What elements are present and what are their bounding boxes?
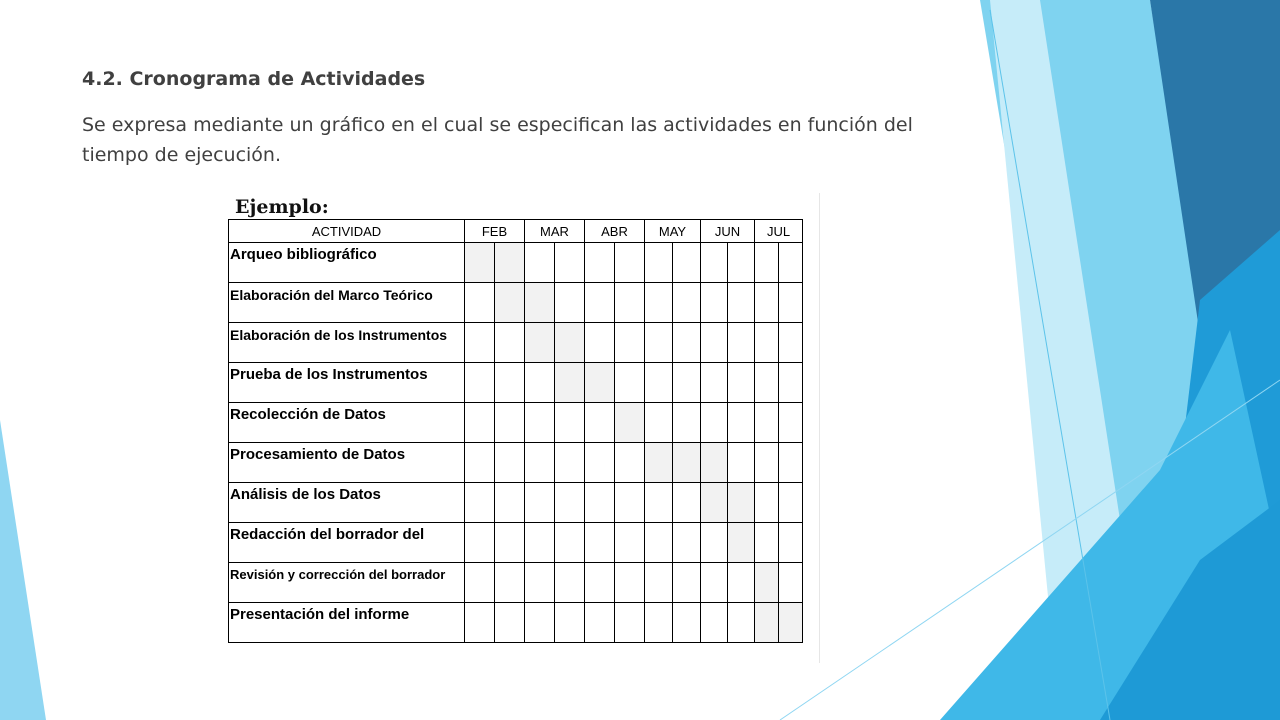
schedule-cell bbox=[755, 363, 779, 403]
schedule-cell bbox=[615, 283, 645, 323]
activity-cell: Revisión y corrección del borrador bbox=[229, 563, 465, 603]
schedule-cell bbox=[495, 603, 525, 643]
activity-cell: Redacción del borrador del bbox=[229, 523, 465, 563]
schedule-cell bbox=[525, 323, 555, 363]
table-row bbox=[229, 243, 803, 283]
table-row bbox=[229, 603, 803, 643]
schedule-cell bbox=[779, 323, 803, 363]
schedule-cell bbox=[645, 403, 673, 443]
schedule-cell bbox=[673, 523, 701, 563]
schedule-cell bbox=[525, 243, 555, 283]
schedule-cell bbox=[673, 403, 701, 443]
schedule-cell bbox=[555, 403, 585, 443]
schedule-cell bbox=[525, 363, 555, 403]
schedule-cell bbox=[779, 283, 803, 323]
schedule-cell bbox=[755, 403, 779, 443]
schedule-cell bbox=[555, 483, 585, 523]
schedule-cell bbox=[525, 443, 555, 483]
activity-cell: Presentación del informe bbox=[229, 603, 465, 643]
schedule-cell bbox=[495, 403, 525, 443]
schedule-cell bbox=[645, 483, 673, 523]
schedule-cell bbox=[673, 443, 701, 483]
schedule-cell bbox=[779, 403, 803, 443]
schedule-cell bbox=[555, 363, 585, 403]
schedule-cell bbox=[755, 523, 779, 563]
table-row bbox=[229, 323, 803, 363]
schedule-cell bbox=[585, 363, 615, 403]
table-row bbox=[229, 443, 803, 483]
table-row bbox=[229, 483, 803, 523]
schedule-cell bbox=[615, 403, 645, 443]
activity-cell: Procesamiento de Datos bbox=[229, 443, 465, 483]
schedule-cell bbox=[645, 323, 673, 363]
schedule-cell bbox=[701, 483, 728, 523]
schedule-cell bbox=[615, 483, 645, 523]
schedule-cell bbox=[779, 363, 803, 403]
schedule-cell bbox=[755, 483, 779, 523]
schedule-cell bbox=[673, 563, 701, 603]
schedule-cell bbox=[728, 283, 755, 323]
schedule-cell bbox=[495, 443, 525, 483]
schedule-cell bbox=[525, 523, 555, 563]
schedule-cell bbox=[465, 323, 495, 363]
activity-cell: Prueba de los Instrumentos bbox=[229, 363, 465, 403]
schedule-cell bbox=[728, 403, 755, 443]
table-row bbox=[229, 403, 803, 443]
schedule-cell bbox=[585, 243, 615, 283]
schedule-cell bbox=[555, 443, 585, 483]
schedule-cell bbox=[615, 243, 645, 283]
schedule-cell bbox=[465, 483, 495, 523]
schedule-cell bbox=[525, 603, 555, 643]
schedule-cell bbox=[465, 403, 495, 443]
month-header: ABR bbox=[585, 220, 645, 243]
schedule-cell bbox=[701, 403, 728, 443]
image-edge-line bbox=[819, 193, 820, 663]
schedule-cell bbox=[728, 363, 755, 403]
schedule-cell bbox=[585, 403, 615, 443]
schedule-cell bbox=[728, 243, 755, 283]
page-title: 4.2. Cronograma de Actividades bbox=[82, 68, 426, 90]
schedule-cell bbox=[525, 283, 555, 323]
schedule-cell bbox=[615, 603, 645, 643]
schedule-cell bbox=[585, 563, 615, 603]
schedule-cell bbox=[701, 283, 728, 323]
schedule-cell bbox=[645, 523, 673, 563]
schedule-cell bbox=[701, 563, 728, 603]
schedule-cell bbox=[525, 563, 555, 603]
schedule-cell bbox=[495, 563, 525, 603]
schedule-cell bbox=[525, 403, 555, 443]
schedule-cell bbox=[755, 243, 779, 283]
schedule-cell bbox=[645, 363, 673, 403]
schedule-cell bbox=[728, 483, 755, 523]
schedule-cell bbox=[495, 483, 525, 523]
schedule-cell bbox=[645, 283, 673, 323]
schedule-cell bbox=[465, 243, 495, 283]
schedule-cell bbox=[755, 603, 779, 643]
schedule-cell bbox=[701, 603, 728, 643]
intro-paragraph: Se expresa mediante un gráfico en el cual se especifican las actividades en función del tiempo de ejecución. bbox=[82, 114, 913, 166]
month-header: JUL bbox=[755, 220, 803, 243]
schedule-cell bbox=[465, 603, 495, 643]
schedule-cell bbox=[728, 563, 755, 603]
schedule-cell bbox=[645, 603, 673, 643]
schedule-cell bbox=[779, 603, 803, 643]
schedule-cell bbox=[673, 603, 701, 643]
schedule-cell bbox=[495, 283, 525, 323]
schedule-cell bbox=[701, 443, 728, 483]
schedule-cell bbox=[779, 523, 803, 563]
month-header: MAY bbox=[645, 220, 701, 243]
schedule-cell bbox=[555, 323, 585, 363]
header-row bbox=[229, 220, 803, 243]
schedule-cell bbox=[525, 483, 555, 523]
schedule-cell bbox=[755, 443, 779, 483]
schedule-cell bbox=[755, 323, 779, 363]
month-header: FEB bbox=[465, 220, 525, 243]
activity-cell: Arqueo bibliográfico bbox=[229, 243, 465, 283]
schedule-cell bbox=[615, 443, 645, 483]
schedule-cell bbox=[701, 323, 728, 363]
schedule-cell bbox=[465, 283, 495, 323]
activity-cell: Análisis de los Datos bbox=[229, 483, 465, 523]
schedule-cell bbox=[701, 523, 728, 563]
schedule-cell bbox=[585, 443, 615, 483]
month-header: MAR bbox=[525, 220, 585, 243]
schedule-cell bbox=[615, 323, 645, 363]
activity-cell: Elaboración del Marco Teórico bbox=[229, 283, 465, 323]
schedule-cell bbox=[645, 443, 673, 483]
schedule-cell bbox=[465, 563, 495, 603]
schedule-cell bbox=[755, 283, 779, 323]
schedule-cell bbox=[465, 443, 495, 483]
schedule-cell bbox=[645, 563, 673, 603]
schedule-cell bbox=[585, 483, 615, 523]
example-label: Ejemplo: bbox=[235, 196, 329, 218]
activity-header: ACTIVIDAD bbox=[229, 220, 465, 243]
schedule-cell bbox=[495, 363, 525, 403]
schedule-cell bbox=[615, 563, 645, 603]
activity-cell: Recolección de Datos bbox=[229, 403, 465, 443]
schedule-cell bbox=[585, 603, 615, 643]
schedule-cell bbox=[585, 323, 615, 363]
schedule-cell bbox=[701, 243, 728, 283]
schedule-cell bbox=[555, 283, 585, 323]
schedule-cell bbox=[673, 283, 701, 323]
table-row bbox=[229, 283, 803, 323]
schedule-cell bbox=[585, 283, 615, 323]
schedule-cell bbox=[673, 243, 701, 283]
schedule-cell bbox=[555, 563, 585, 603]
schedule-cell bbox=[728, 323, 755, 363]
schedule-cell bbox=[465, 523, 495, 563]
schedule-cell bbox=[701, 363, 728, 403]
table-row bbox=[229, 363, 803, 403]
schedule-cell bbox=[779, 563, 803, 603]
schedule-cell bbox=[615, 523, 645, 563]
schedule-cell bbox=[495, 243, 525, 283]
schedule-cell bbox=[465, 363, 495, 403]
table-row bbox=[229, 563, 803, 603]
schedule-cell bbox=[779, 483, 803, 523]
schedule-cell bbox=[555, 243, 585, 283]
table-row bbox=[229, 523, 803, 563]
schedule-cell bbox=[673, 363, 701, 403]
schedule-cell bbox=[645, 243, 673, 283]
schedule-cell bbox=[673, 483, 701, 523]
schedule-cell bbox=[585, 523, 615, 563]
schedule-cell bbox=[615, 363, 645, 403]
schedule-cell bbox=[728, 443, 755, 483]
schedule-cell bbox=[728, 603, 755, 643]
schedule-cell bbox=[728, 523, 755, 563]
schedule-cell bbox=[779, 443, 803, 483]
schedule-cell bbox=[495, 523, 525, 563]
schedule-cell bbox=[555, 603, 585, 643]
schedule-cell bbox=[555, 523, 585, 563]
schedule-table bbox=[228, 219, 803, 643]
left-bottom-shape bbox=[0, 420, 46, 720]
schedule-cell bbox=[755, 563, 779, 603]
schedule-cell bbox=[495, 323, 525, 363]
schedule-cell bbox=[779, 243, 803, 283]
month-header: JUN bbox=[701, 220, 755, 243]
activity-cell: Elaboración de los Instrumentos bbox=[229, 323, 465, 363]
schedule-cell bbox=[673, 323, 701, 363]
